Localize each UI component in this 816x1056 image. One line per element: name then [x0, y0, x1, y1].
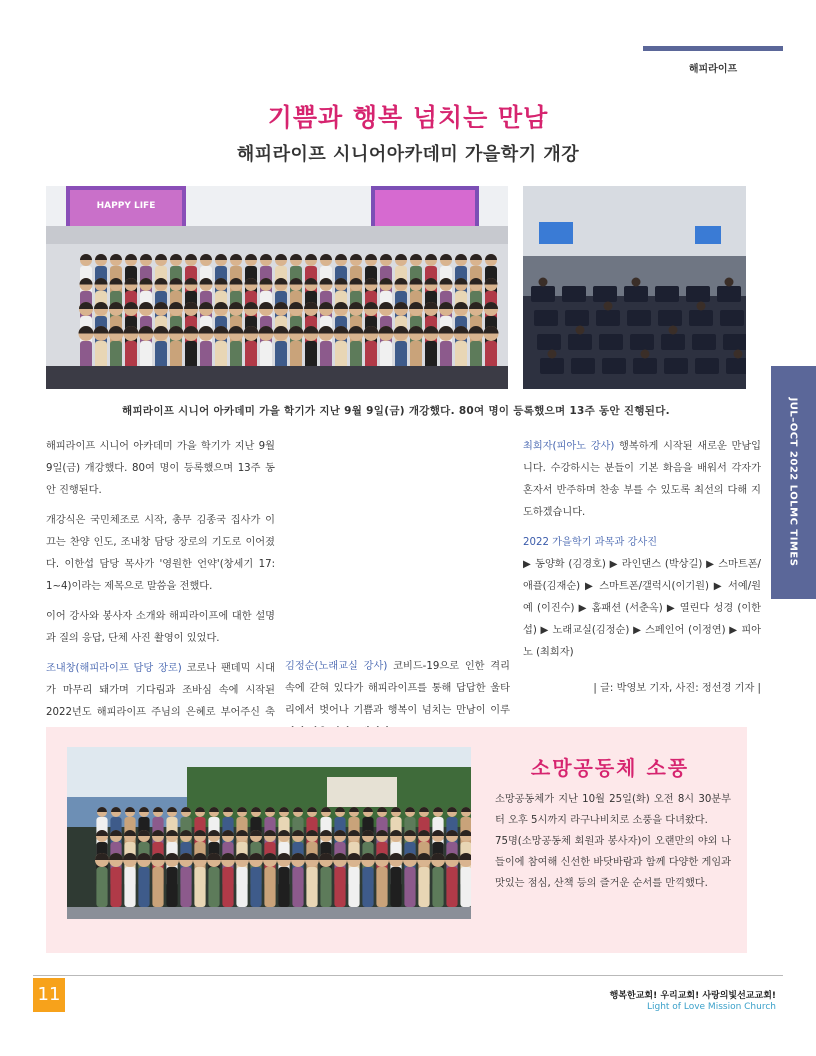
article-paragraph: 이어 강사와 봉사자 소개와 해피라이프에 대한 설명과 질의 응답, 단체 사진 촬영이 있었다.: [46, 611, 275, 644]
group-photo: [46, 186, 508, 389]
classroom-photo: [523, 186, 746, 389]
footer-rule: [33, 975, 783, 976]
banner-text: HAPPY LIFE: [96, 201, 156, 211]
article-column-3: [523, 436, 761, 708]
photo-caption: 해피라이프 시니어 아카데미 가을 학기가 지난 9월 9일(금) 개강했다. 80여 명이 등록했으며 13주 동안 진행된다.: [122, 405, 670, 417]
picnic-text: [495, 789, 731, 894]
picnic-paragraph: 75명(소망공동체 회원과 봉사자)이 오랜만의 야외 나들이에 참여해 신선한 바닷바람과 함께 다양한 게임과 맛있는 점심, 산책 등의 즐거운 순서를 만끽했다.: [495, 836, 731, 889]
article-title: 기쁨과 행복 넘치는 만남: [267, 103, 549, 132]
page-number: 11: [33, 978, 65, 1012]
picnic-title: 소망공동체 소풍: [530, 756, 690, 780]
quote-speaker: 최희자(피아노 강사): [523, 441, 615, 452]
footer-church-name: Light of Love Mission Church: [646, 1002, 776, 1012]
courses-title: 2022 가을학기 과목과 강사진: [523, 537, 658, 548]
side-tab: [771, 366, 816, 599]
header-rule: [643, 46, 783, 51]
picnic-paragraph: 소망공동체가 지난 10월 25일(화) 오전 8시 30분부터 오후 5시까지 라구나비치로 소풍을 다녀왔다.: [495, 794, 731, 826]
photo-credit: | 글: 박영보 기자, 사진: 정선경 기자 |: [593, 683, 761, 694]
quote-text: 코비드-19으로 인한 격리 속에 갇혀 있다가 해피라이프를 통해 답답한 울타리에서 벗어나 기쁨과 행복이 넘치는 만남이 이루: [285, 661, 510, 716]
quote-speaker: 김정순(노래교실 강사): [285, 661, 388, 672]
quote-paragraph: [523, 436, 761, 524]
article-paragraph: 해피라이프 시니어 아카데미 가을 학기가 지난 9월 9일(금) 개강했다. 80여 명이 등록했으며 13주 동안 진행된다.: [46, 441, 275, 496]
quote-speaker: 조내창(해피라이프 담당 장로): [46, 663, 182, 674]
section-label: 해피라이프: [688, 64, 738, 75]
side-tab-label: JUL–OCT 2022 LOLMC TIMES: [787, 397, 799, 567]
quote-text: 행복하게 시작된 새로운 만남입니다. 수강하시는 분들이 기본 화음을 배워서 각자가 혼자서 반주하며 찬송 부를 수 있도록 최선의 다해 지도하겠습니다.: [523, 441, 761, 518]
quote-text: 코로나 팬데믹 시대가 마무리 돼가며 기다림과 조바심 속에 시작된 2022년도 해피라이프 주님의 은혜로 부어주신 축: [46, 663, 275, 718]
article-paragraph: 개강식은 국민체조로 시작, 총무 김종국 집사가 이끄는 찬양 인도, 조내창 담당 장로의 기도로 이어졌다. 이한섭 담당 목사가 '영원한 언약'(창세기 17: 1~4)이라는 제목으로 말씀을 전했다.: [46, 515, 275, 592]
article-subtitle: 해피라이프 시니어아카데미 가을학기 개강: [236, 144, 580, 165]
picnic-photo: [67, 747, 471, 919]
courses-list: ▶ 동양화 (김경호) ▶ 라인댄스 (박상길) ▶ 스마트폰/애플(김재순) ▶ 스마트폰/갤럭시(이기원) ▶ 서예/원예 (이진수) ▶ 홈패션 (서춘옥) ▶ 열린다 성경 (이한섭) ▶ 노래교실(김정순) ▶ 스페인어 (이정연) ▶ 피아노 (최희자): [523, 559, 761, 658]
footer-tagline: 행복한교회! 우리교회! 사랑의빛선교교회!: [609, 991, 776, 1001]
